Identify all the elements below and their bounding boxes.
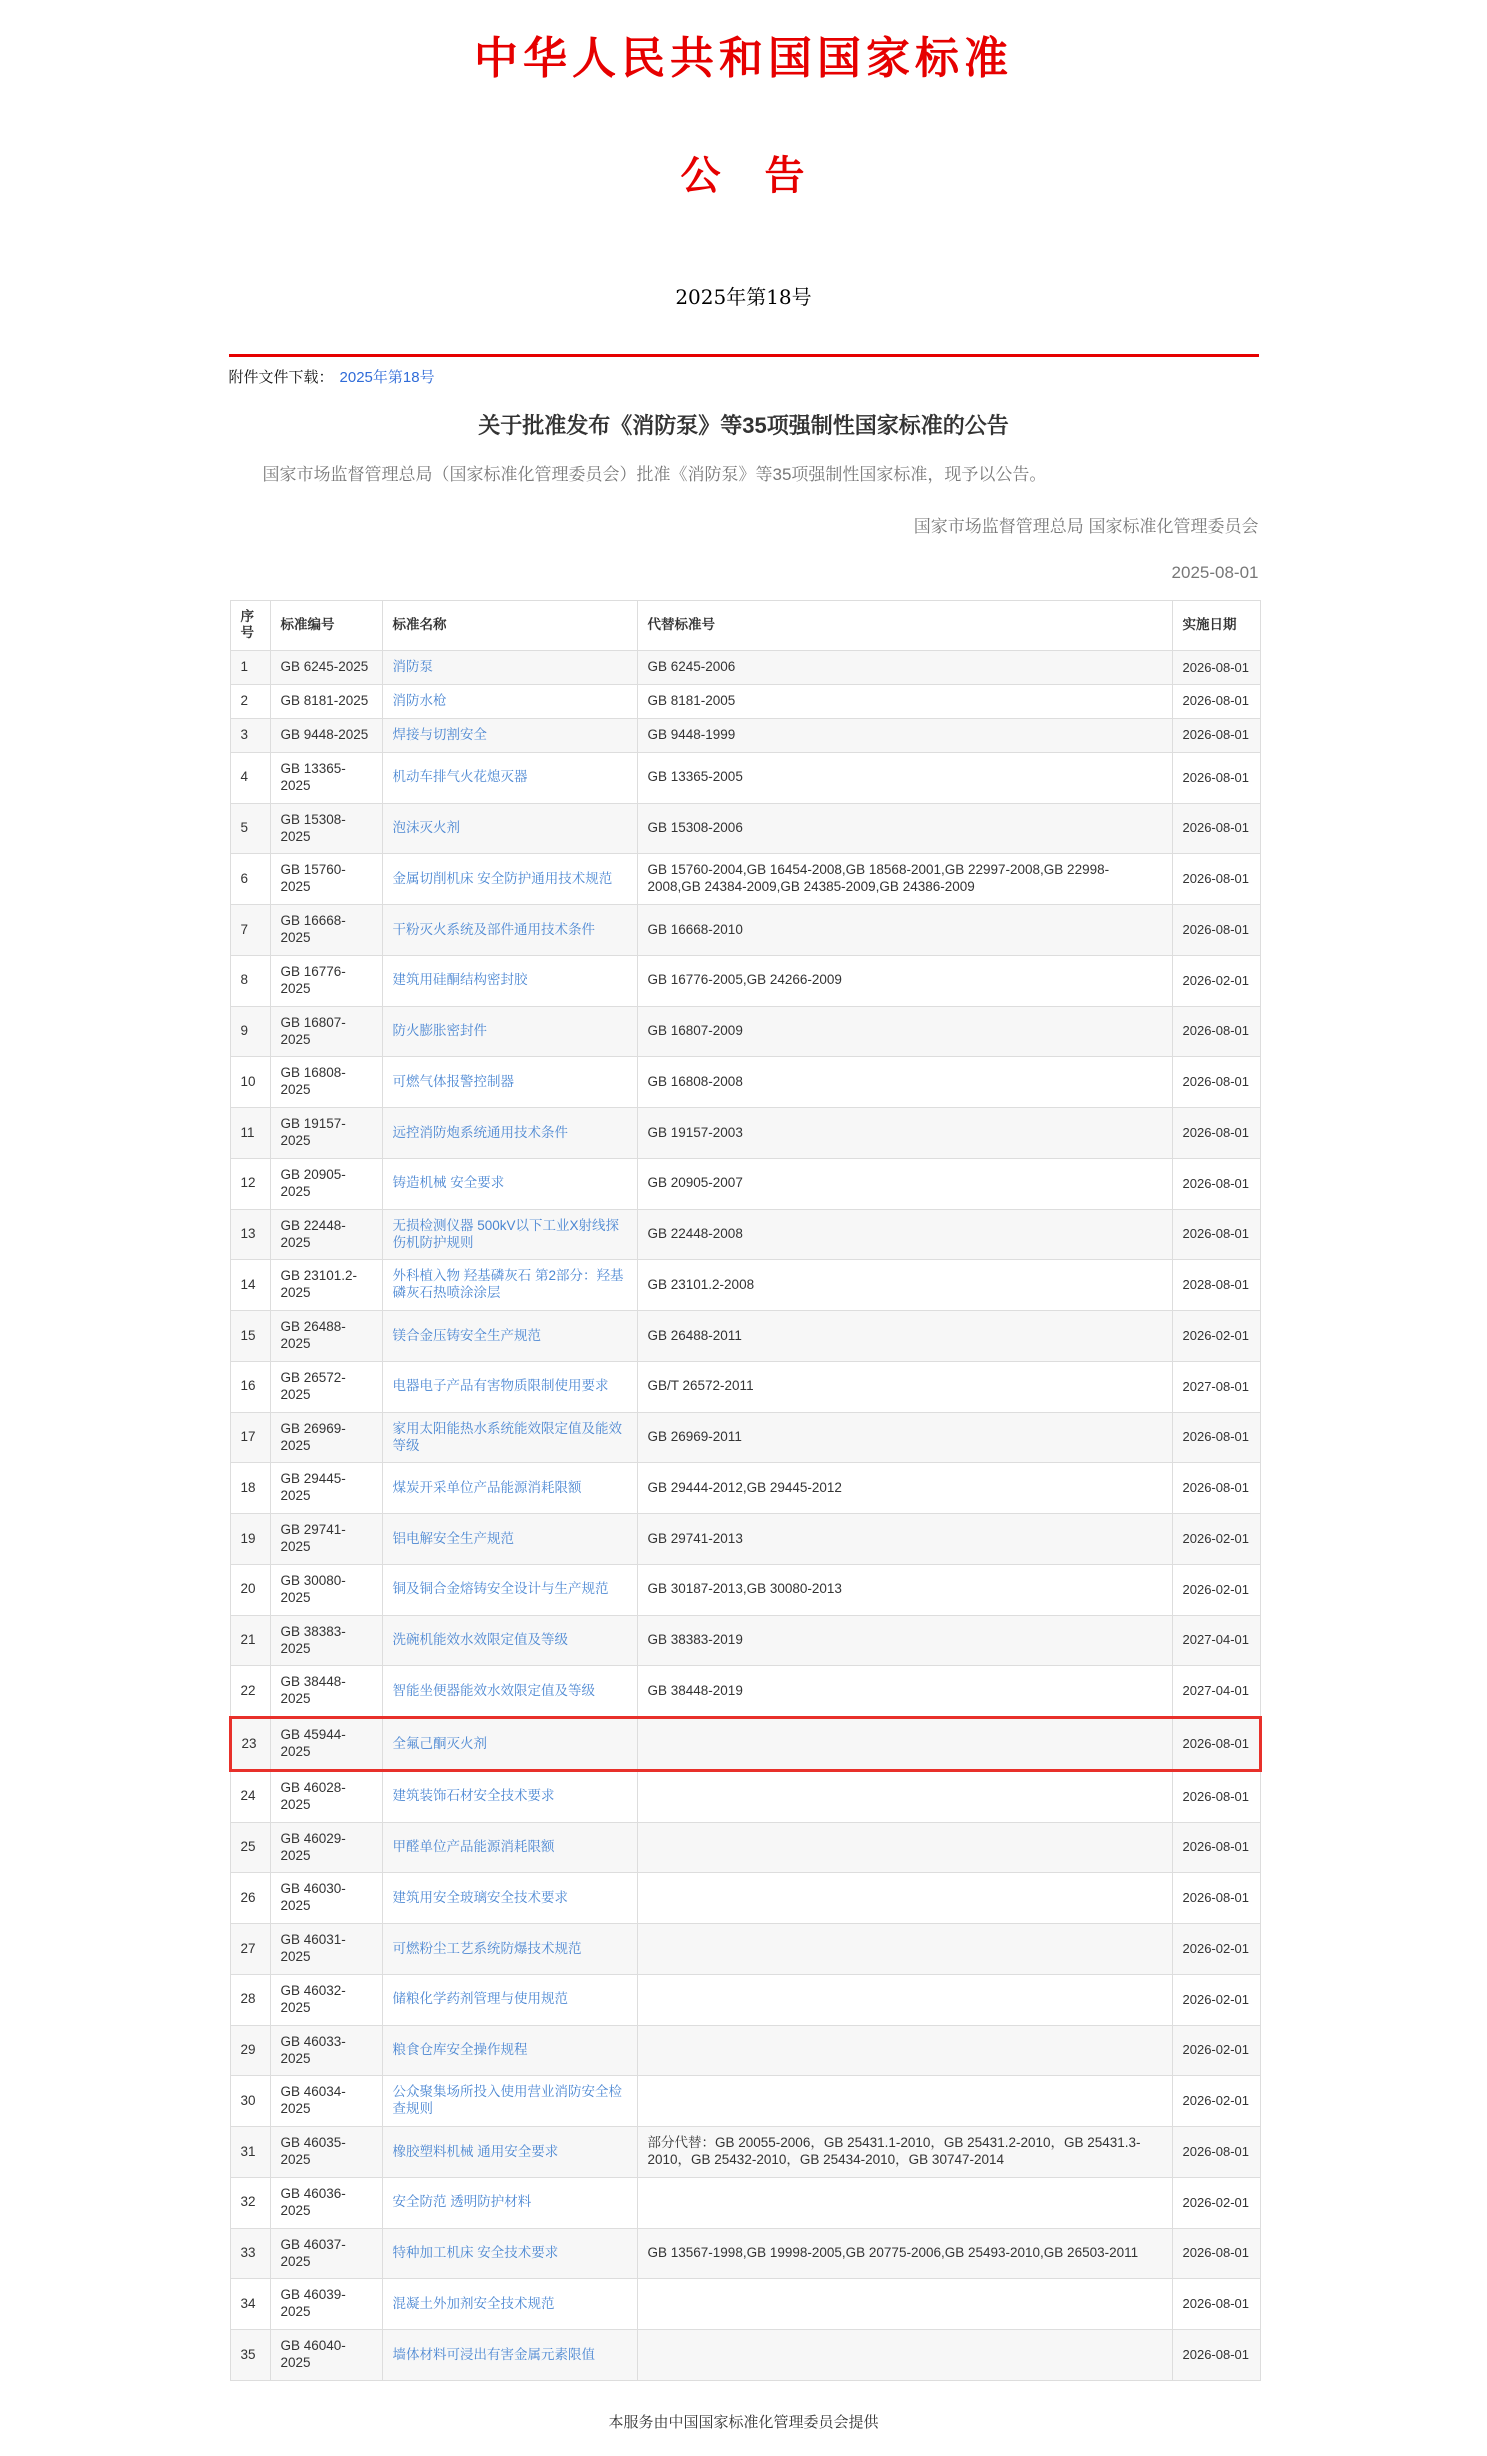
cell-implementation-date: 2027-04-01 (1172, 1615, 1260, 1666)
cell-replaced-standards: GB 29444-2012,GB 29445-2012 (637, 1463, 1172, 1514)
standard-name-link[interactable]: 甲醛单位产品能源消耗限额 (392, 1839, 555, 1855)
attachment-download-row (229, 357, 1259, 387)
cell-replaced-standards: GB 19157-2003 (637, 1108, 1172, 1159)
cell-standard-name (382, 1822, 637, 1873)
cell-standard-name (382, 2330, 637, 2381)
table-row (230, 1615, 1260, 1666)
cell-implementation-date: 2026-08-01 (1172, 2330, 1260, 2381)
header-name: 标准名称 (382, 600, 637, 651)
cell-standard-name (382, 1873, 637, 1924)
cell-seq: 28 (230, 1974, 270, 2025)
cell-standard-code: GB 46034-2025 (270, 2076, 382, 2127)
cell-standard-code: GB 16807-2025 (270, 1006, 382, 1057)
header-seq: 序号 (230, 600, 270, 651)
cell-standard-name (382, 1974, 637, 2025)
table-row (230, 955, 1260, 1006)
cell-seq: 34 (230, 2279, 270, 2330)
cell-implementation-date: 2026-08-01 (1172, 2228, 1260, 2279)
standard-name-link[interactable]: 泡沫灭火剂 (392, 820, 460, 836)
cell-replaced-standards: GB 15760-2004,GB 16454-2008,GB 18568-2001,GB 22997-2008,GB 22998-2008,GB 24384-2009,GB 24385-2009,GB 24386-2009 (637, 854, 1172, 905)
cell-standard-code: GB 46028-2025 (270, 1770, 382, 1822)
cell-standard-code: GB 38383-2025 (270, 1615, 382, 1666)
cell-seq: 14 (230, 1260, 270, 1311)
cell-standard-code: GB 26572-2025 (270, 1361, 382, 1412)
page-title: 中华人民共和国国家标准 (474, 33, 1013, 84)
cell-implementation-date: 2026-08-01 (1172, 2127, 1260, 2178)
table-row (230, 1209, 1260, 1260)
standard-name-link[interactable]: 电器电子产品有害物质限制使用要求 (392, 1378, 609, 1394)
cell-seq: 4 (230, 752, 270, 803)
cell-seq: 22 (230, 1666, 270, 1718)
cell-replaced-standards: 部分代替：GB 20055-2006，GB 25431.1-2010，GB 25431.2-2010，GB 25431.3-2010，GB 25432-2010，GB 25434-2010，GB 30747-2014 (637, 2127, 1172, 2178)
table-row (230, 1924, 1260, 1975)
cell-seq: 20 (230, 1564, 270, 1615)
cell-implementation-date: 2026-08-01 (1172, 685, 1260, 719)
cell-seq: 3 (230, 719, 270, 753)
table-row (230, 1770, 1260, 1822)
standard-name-link[interactable]: 储粮化学药剂管理与使用规范 (392, 1991, 568, 2007)
cell-standard-name (382, 1361, 637, 1412)
cell-replaced-standards: GB 29741-2013 (637, 1514, 1172, 1565)
cell-standard-code: GB 15760-2025 (270, 854, 382, 905)
cell-implementation-date: 2026-08-01 (1172, 1873, 1260, 1924)
cell-seq: 21 (230, 1615, 270, 1666)
table-row (230, 2076, 1260, 2127)
cell-standard-code: GB 30080-2025 (270, 1564, 382, 1615)
cell-seq: 24 (230, 1770, 270, 1822)
table-row (230, 1974, 1260, 2025)
cell-implementation-date: 2026-08-01 (1172, 1057, 1260, 1108)
table-row (230, 1873, 1260, 1924)
cell-replaced-standards: GB 13567-1998,GB 19998-2005,GB 20775-2006,GB 25493-2010,GB 26503-2011 (637, 2228, 1172, 2279)
notice-heading: 关于批准发布《消防泵》等35项强制性国家标准的公告 (478, 413, 1009, 438)
cell-standard-name (382, 1108, 637, 1159)
cell-implementation-date: 2026-02-01 (1172, 1514, 1260, 1565)
cell-standard-name (382, 955, 637, 1006)
table-row (230, 2330, 1260, 2381)
cell-seq: 32 (230, 2177, 270, 2228)
cell-seq: 30 (230, 2076, 270, 2127)
standard-name-link[interactable]: 可燃气体报警控制器 (392, 1073, 514, 1089)
standard-name-link[interactable]: 焊接与切割安全 (392, 727, 487, 742)
cell-standard-code: GB 46036-2025 (270, 2177, 382, 2228)
cell-seq: 26 (230, 1873, 270, 1924)
table-row (230, 1463, 1260, 1514)
cell-implementation-date: 2026-08-01 (1172, 1108, 1260, 1159)
standard-name-link[interactable]: 金属切削机床 安全防护通用技术规范 (392, 870, 613, 886)
cell-standard-name (382, 1514, 637, 1565)
standard-name-link[interactable]: 无损检测仪器 500kV以下工业X射线探伤机防护规则 (392, 1217, 620, 1250)
table-header-row (230, 600, 1260, 651)
cell-replaced-standards: GB 22448-2008 (637, 1209, 1172, 1260)
cell-replaced-standards: GB 20905-2007 (637, 1158, 1172, 1209)
standard-name-link[interactable]: 建筑用安全玻璃安全技术要求 (392, 1889, 568, 1905)
cell-standard-code: GB 46029-2025 (270, 1822, 382, 1873)
cell-standard-code: GB 46030-2025 (270, 1873, 382, 1924)
cell-replaced-standards (637, 2076, 1172, 2127)
cell-seq: 7 (230, 905, 270, 956)
table-row (230, 685, 1260, 719)
standards-table-body (230, 651, 1260, 2381)
cell-standard-code: GB 46037-2025 (270, 2228, 382, 2279)
cell-standard-code: GB 46039-2025 (270, 2279, 382, 2330)
cell-standard-name (382, 2177, 637, 2228)
cell-seq: 35 (230, 2330, 270, 2381)
cell-implementation-date: 2026-08-01 (1172, 1412, 1260, 1463)
site-footer-text: 本服务由中国国家标准化管理委员会提供 (608, 2413, 879, 2431)
cell-standard-code: GB 22448-2025 (270, 1209, 382, 1260)
table-row (230, 1412, 1260, 1463)
cell-seq: 17 (230, 1412, 270, 1463)
cell-standard-name (382, 1770, 637, 1822)
cell-replaced-standards (637, 1924, 1172, 1975)
cell-standard-name (382, 1057, 637, 1108)
table-row (230, 1108, 1260, 1159)
cell-standard-code: GB 46040-2025 (270, 2330, 382, 2381)
cell-standard-code: GB 19157-2025 (270, 1108, 382, 1159)
cell-standard-code: GB 13365-2025 (270, 752, 382, 803)
standard-name-link[interactable]: 机动车排气火花熄灭器 (392, 769, 528, 785)
cell-implementation-date: 2026-08-01 (1172, 1822, 1260, 1873)
table-row (230, 854, 1260, 905)
cell-standard-name (382, 752, 637, 803)
cell-standard-code: GB 45944-2025 (270, 1718, 382, 1771)
standard-name-link[interactable]: 建筑装饰石材安全技术要求 (392, 1788, 555, 1804)
table-row (230, 2025, 1260, 2076)
table-row (230, 1260, 1260, 1311)
cell-replaced-standards: GB 6245-2006 (637, 651, 1172, 685)
cell-standard-name (382, 2025, 637, 2076)
cell-replaced-standards (637, 1873, 1172, 1924)
table-row (230, 1666, 1260, 1718)
cell-replaced-standards: GB 23101.2-2008 (637, 1260, 1172, 1311)
cell-replaced-standards (637, 2330, 1172, 2381)
table-row (230, 1822, 1260, 1873)
cell-implementation-date: 2026-02-01 (1172, 2177, 1260, 2228)
cell-standard-code: GB 46035-2025 (270, 2127, 382, 2178)
standard-name-link[interactable]: 特种加工机床 安全技术要求 (392, 2245, 559, 2261)
cell-seq: 6 (230, 854, 270, 905)
cell-seq: 13 (230, 1209, 270, 1260)
standard-name-link[interactable]: 煤炭开采单位产品能源消耗限额 (392, 1479, 582, 1495)
cell-implementation-date: 2028-08-01 (1172, 1260, 1260, 1311)
cell-replaced-standards: GB 16808-2008 (637, 1057, 1172, 1108)
standard-name-link[interactable]: 建筑用硅酮结构密封胶 (392, 972, 528, 988)
table-row (230, 2228, 1260, 2279)
cell-standard-name (382, 2228, 637, 2279)
cell-implementation-date: 2026-02-01 (1172, 1924, 1260, 1975)
cell-seq: 23 (230, 1718, 270, 1771)
cell-implementation-date: 2026-08-01 (1172, 651, 1260, 685)
cell-standard-code: GB 9448-2025 (270, 719, 382, 753)
standard-name-link[interactable]: 混凝土外加剂安全技术规范 (392, 2295, 555, 2311)
cell-standard-code: GB 29445-2025 (270, 1463, 382, 1514)
cell-standard-code: GB 26969-2025 (270, 1412, 382, 1463)
standard-name-link[interactable]: 铸造机械 安全要求 (392, 1175, 505, 1191)
header-replaces: 代替标准号 (637, 600, 1172, 651)
cell-implementation-date: 2026-08-01 (1172, 752, 1260, 803)
cell-implementation-date: 2026-08-01 (1172, 1718, 1260, 1771)
cell-standard-name (382, 2076, 637, 2127)
standard-name-link[interactable]: 粮食仓库安全操作规程 (392, 2042, 528, 2058)
cell-seq: 16 (230, 1361, 270, 1412)
cell-replaced-standards: GB 38383-2019 (637, 1615, 1172, 1666)
cell-standard-code: GB 29741-2025 (270, 1514, 382, 1565)
cell-replaced-standards: GB 16668-2010 (637, 905, 1172, 956)
cell-replaced-standards (637, 1770, 1172, 1822)
cell-standard-name (382, 803, 637, 854)
cell-implementation-date: 2026-02-01 (1172, 1564, 1260, 1615)
table-row (230, 2279, 1260, 2330)
cell-implementation-date: 2026-02-01 (1172, 2025, 1260, 2076)
standard-name-link[interactable]: 家用太阳能热水系统能效限定值及能效等级 (392, 1420, 622, 1453)
table-row (230, 752, 1260, 803)
cell-seq: 2 (230, 685, 270, 719)
cell-replaced-standards (637, 1718, 1172, 1771)
cell-standard-name (382, 651, 637, 685)
content-container (229, 0, 1259, 2456)
cell-standard-code: GB 16776-2025 (270, 955, 382, 1006)
cell-standard-name (382, 719, 637, 753)
notice-date: 2025-08-01 (1171, 562, 1259, 582)
cell-replaced-standards: GB 30187-2013,GB 30080-2013 (637, 1564, 1172, 1615)
cell-standard-name (382, 1463, 637, 1514)
cell-standard-name (382, 1718, 637, 1771)
cell-seq: 9 (230, 1006, 270, 1057)
cell-implementation-date: 2026-08-01 (1172, 1158, 1260, 1209)
cell-seq: 8 (230, 955, 270, 1006)
cell-standard-code: GB 38448-2025 (270, 1666, 382, 1718)
header-date: 实施日期 (1172, 600, 1260, 651)
cell-implementation-date: 2026-08-01 (1172, 1209, 1260, 1260)
cell-implementation-date: 2026-08-01 (1172, 803, 1260, 854)
standard-name-link[interactable]: 安全防范 透明防护材料 (392, 2194, 532, 2210)
standards-table-head (230, 600, 1260, 651)
cell-implementation-date: 2027-08-01 (1172, 1361, 1260, 1412)
cell-replaced-standards: GB 26488-2011 (637, 1311, 1172, 1362)
cell-seq: 29 (230, 2025, 270, 2076)
standard-name-link[interactable]: 全氟己酮灭火剂 (392, 1735, 487, 1751)
cell-seq: 33 (230, 2228, 270, 2279)
cell-seq: 10 (230, 1057, 270, 1108)
cell-standard-name (382, 1564, 637, 1615)
page-subtitle: 公 告 (680, 152, 807, 199)
cell-standard-name (382, 1666, 637, 1718)
cell-standard-name (382, 2279, 637, 2330)
table-row (230, 1311, 1260, 1362)
table-row (230, 2177, 1260, 2228)
table-row (230, 905, 1260, 956)
cell-implementation-date: 2026-08-01 (1172, 1770, 1260, 1822)
cell-seq: 1 (230, 651, 270, 685)
attachment-label: 附件文件下载： (228, 369, 334, 386)
standard-name-link[interactable]: 消防水枪 (392, 693, 447, 709)
cell-standard-name (382, 1158, 637, 1209)
cell-replaced-standards: GB 9448-1999 (637, 719, 1172, 753)
cell-implementation-date: 2026-02-01 (1172, 1311, 1260, 1362)
table-row (230, 651, 1260, 685)
cell-implementation-date: 2026-08-01 (1172, 1006, 1260, 1057)
table-row (230, 719, 1260, 753)
cell-implementation-date: 2026-02-01 (1172, 2076, 1260, 2127)
table-row (230, 2127, 1260, 2178)
issue-number: 2025年第18号 (675, 285, 812, 309)
standard-name-link[interactable]: 可燃粉尘工艺系统防爆技术规范 (392, 1940, 582, 1956)
cell-standard-name (382, 1209, 637, 1260)
table-row (230, 1158, 1260, 1209)
table-row (230, 1057, 1260, 1108)
table-row-highlighted (230, 1718, 1260, 1771)
cell-standard-name (382, 1260, 637, 1311)
cell-standard-name (382, 685, 637, 719)
cell-standard-code: GB 16808-2025 (270, 1057, 382, 1108)
standard-name-link[interactable]: 远控消防炮系统通用技术条件 (392, 1124, 568, 1140)
cell-implementation-date: 2026-08-01 (1172, 719, 1260, 753)
cell-replaced-standards: GB/T 26572-2011 (637, 1361, 1172, 1412)
cell-standard-code: GB 23101.2-2025 (270, 1260, 382, 1311)
cell-replaced-standards (637, 1974, 1172, 2025)
cell-replaced-standards (637, 1822, 1172, 1873)
cell-implementation-date: 2026-08-01 (1172, 905, 1260, 956)
standard-name-link[interactable]: 墙体材料可浸出有害金属元素限值 (392, 2346, 595, 2362)
standard-name-link[interactable]: 消防泵 (392, 659, 433, 675)
cell-seq: 11 (230, 1108, 270, 1159)
table-row (230, 1361, 1260, 1412)
cell-replaced-standards: GB 38448-2019 (637, 1666, 1172, 1718)
cell-replaced-standards: GB 16807-2009 (637, 1006, 1172, 1057)
standard-name-link[interactable]: 防火膨胀密封件 (392, 1023, 487, 1039)
cell-standard-name (382, 1615, 637, 1666)
cell-seq: 15 (230, 1311, 270, 1362)
cell-seq: 25 (230, 1822, 270, 1873)
cell-standard-code: GB 16668-2025 (270, 905, 382, 956)
header-code: 标准编号 (270, 600, 382, 651)
cell-standard-code: GB 6245-2025 (270, 651, 382, 685)
cell-standard-code: GB 46032-2025 (270, 1974, 382, 2025)
cell-standard-name (382, 1006, 637, 1057)
cell-implementation-date: 2026-08-01 (1172, 2279, 1260, 2330)
cell-seq: 19 (230, 1514, 270, 1565)
cell-standard-code: GB 46033-2025 (270, 2025, 382, 2076)
notice-body-paragraph: 国家市场监督管理总局（国家标准化管理委员会）批准《消防泵》等35项强制性国家标准，现予以公告。 (262, 465, 1047, 484)
standards-table (229, 600, 1262, 2381)
cell-replaced-standards (637, 2177, 1172, 2228)
standard-name-link[interactable]: 干粉灭火系统及部件通用技术条件 (392, 921, 595, 937)
notice-signature: 国家市场监督管理总局 国家标准化管理委员会 (913, 516, 1259, 536)
standard-name-link[interactable]: 公众聚集场所投入使用营业消防安全检查规则 (392, 2084, 622, 2117)
standard-name-link[interactable]: 铝电解安全生产规范 (392, 1530, 514, 1546)
table-row (230, 1514, 1260, 1565)
cell-standard-name (382, 854, 637, 905)
standard-name-link[interactable]: 橡胶塑料机械 通用安全要求 (392, 2143, 559, 2159)
cell-implementation-date: 2026-08-01 (1172, 854, 1260, 905)
cell-implementation-date: 2026-08-01 (1172, 1463, 1260, 1514)
cell-standard-name (382, 1924, 637, 1975)
cell-seq: 18 (230, 1463, 270, 1514)
cell-standard-name (382, 1311, 637, 1362)
cell-replaced-standards (637, 2279, 1172, 2330)
cell-standard-code: GB 46031-2025 (270, 1924, 382, 1975)
cell-seq: 27 (230, 1924, 270, 1975)
cell-standard-name (382, 1412, 637, 1463)
standard-name-link[interactable]: 智能坐便器能效水效限定值及等级 (392, 1682, 595, 1698)
cell-standard-name (382, 905, 637, 956)
standard-name-link[interactable]: 铜及铜合金熔铸安全设计与生产规范 (392, 1581, 609, 1597)
cell-seq: 12 (230, 1158, 270, 1209)
cell-replaced-standards: GB 8181-2005 (637, 685, 1172, 719)
cell-replaced-standards: GB 16776-2005,GB 24266-2009 (637, 955, 1172, 1006)
cell-standard-name (382, 2127, 637, 2178)
cell-implementation-date: 2027-04-01 (1172, 1666, 1260, 1718)
cell-replaced-standards: GB 15308-2006 (637, 803, 1172, 854)
standard-name-link[interactable]: 外科植入物 羟基磷灰石 第2部分：羟基磷灰石热喷涂涂层 (392, 1268, 624, 1301)
cell-seq: 31 (230, 2127, 270, 2178)
cell-standard-code: GB 8181-2025 (270, 685, 382, 719)
table-row (230, 803, 1260, 854)
cell-standard-code: GB 26488-2025 (270, 1311, 382, 1362)
cell-replaced-standards: GB 13365-2005 (637, 752, 1172, 803)
cell-seq: 5 (230, 803, 270, 854)
table-row (230, 1006, 1260, 1057)
cell-replaced-standards: GB 26969-2011 (637, 1412, 1172, 1463)
attachment-download-link[interactable]: 2025年第18号 (339, 369, 435, 386)
cell-replaced-standards (637, 2025, 1172, 2076)
standard-name-link[interactable]: 洗碗机能效水效限定值及等级 (392, 1632, 568, 1648)
standard-name-link[interactable]: 镁合金压铸安全生产规范 (392, 1327, 541, 1343)
cell-implementation-date: 2026-02-01 (1172, 955, 1260, 1006)
cell-implementation-date: 2026-02-01 (1172, 1974, 1260, 2025)
cell-standard-code: GB 20905-2025 (270, 1158, 382, 1209)
cell-standard-code: GB 15308-2025 (270, 803, 382, 854)
table-row (230, 1564, 1260, 1615)
